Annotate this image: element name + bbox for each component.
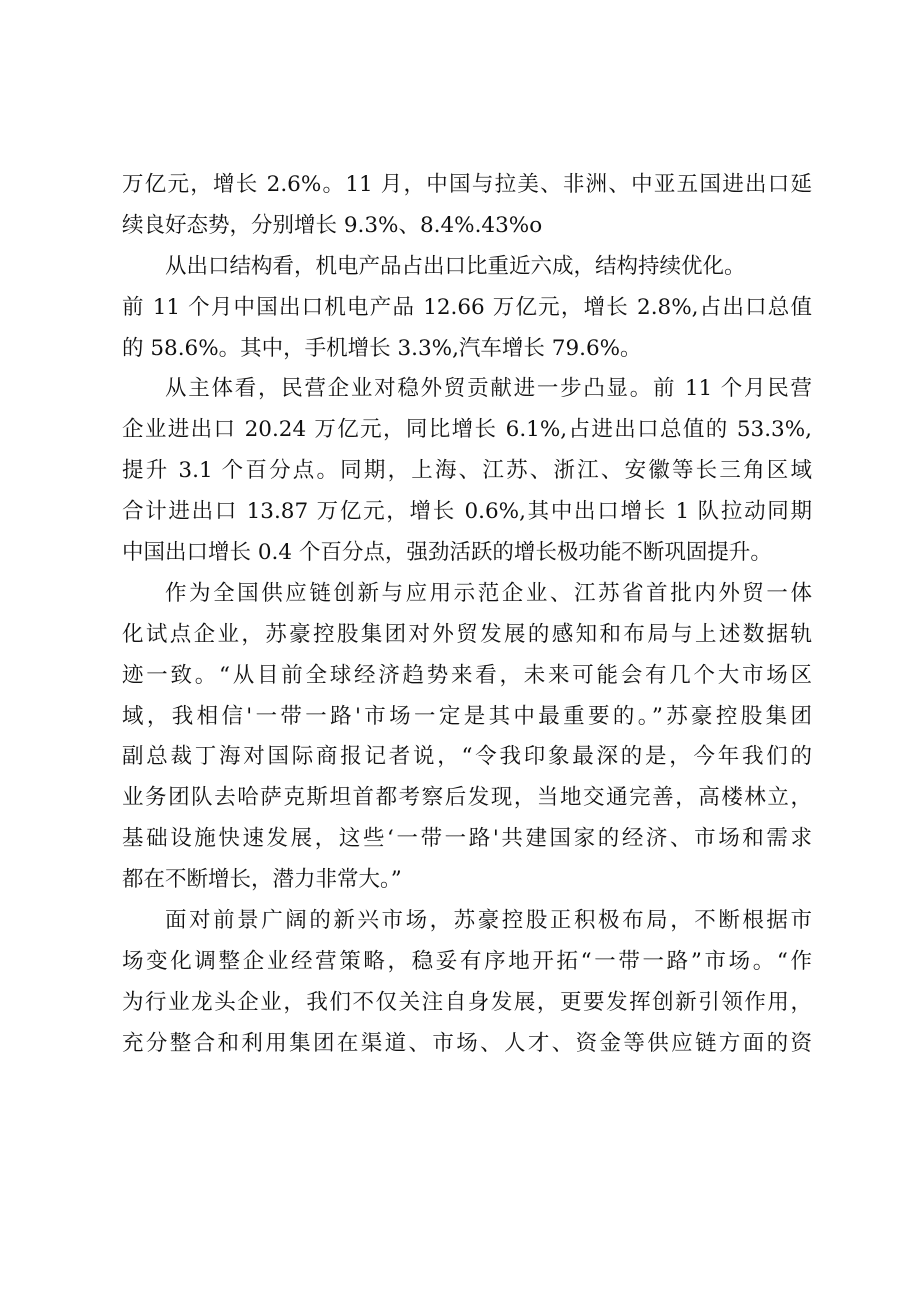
paragraph — [122, 901, 812, 1065]
paragraph — [122, 165, 812, 247]
text-line: 迹一致。“从目前全球经济趋势来看，未来可能会有几个大市场区 — [122, 662, 812, 688]
text-line: 为行业龙头企业，我们不仅关注自身发展，更要发挥创新引领作用， — [122, 989, 812, 1015]
text-line: 续良好态势，分别增长 9.3%、8.4%.43%o — [122, 212, 543, 238]
text-line: 万亿元，增长 2.6%。11 月，中国与拉美、非洲、中亚五国进出口延 — [122, 172, 812, 197]
text-line: 从出口结构看，机电产品占出口比重近六成，结构持续优化。 — [165, 253, 746, 279]
text-line: 提升 3.1 个百分点。同期，上海、江苏、浙江、安徽等长三角区域 — [122, 458, 812, 484]
paragraph — [122, 574, 812, 901]
text-line: 副总裁丁海对国际商报记者说，“令我印象最深的是，今年我们的 — [122, 744, 812, 770]
paragraph — [122, 369, 812, 573]
text-line: 作为全国供应链创新与应用示范企业、江苏省首批内外贸一体 — [165, 580, 812, 606]
text-line: 场变化调整企业经营策略，稳妥有序地开拓“一带一路”市场。“作 — [122, 948, 812, 974]
text-line: 基础设施快速发展，这些‘一带一路'共建国家的经济、市场和需求 — [122, 826, 812, 852]
text-line: 企业进出口 20.24 万亿元，同比增长 6.1%,占进出口总值的 53.3%, — [122, 417, 812, 443]
text-line: 业务团队去哈萨克斯坦首都考察后发现，当地交通完善，高楼林立， — [122, 785, 812, 811]
text-line: 的 58.6%。其中，手机增长 3.3%,汽车增长 79.6%。 — [122, 335, 642, 361]
text-line: 从主体看，民营企业对稳外贸贡献进一步凸显。前 11 个月民营 — [165, 376, 812, 402]
paragraph — [122, 247, 812, 370]
text-line: 充分整合和利用集团在渠道、市场、人才、资金等供应链方面的资 — [122, 1030, 812, 1056]
text-line: 合计进出口 13.87 万亿元，增长 0.6%,其中出口增长 1 队拉动同期 — [122, 499, 812, 525]
text-line: 中国出口增长 0.4 个百分点，强劲活跃的增长极功能不断巩固提升。 — [122, 540, 772, 566]
text-line: 前 11 个月中国出口机电产品 12.66 万亿元，增长 2.8%,占出口总值 — [122, 294, 812, 320]
text-line: 面对前景广阔的新兴市场，苏豪控股正积极布局，不断根据市 — [165, 908, 812, 934]
text-line: 化试点企业，苏豪控股集团对外贸发展的感知和布局与上述数据轨 — [122, 621, 812, 647]
text-line: 都在不断增长，潜力非常大。” — [122, 867, 402, 893]
document-body — [122, 165, 812, 1065]
text-line: 域，我相信'一带一路'市场一定是其中最重要的。”苏豪控股集团 — [122, 703, 812, 729]
